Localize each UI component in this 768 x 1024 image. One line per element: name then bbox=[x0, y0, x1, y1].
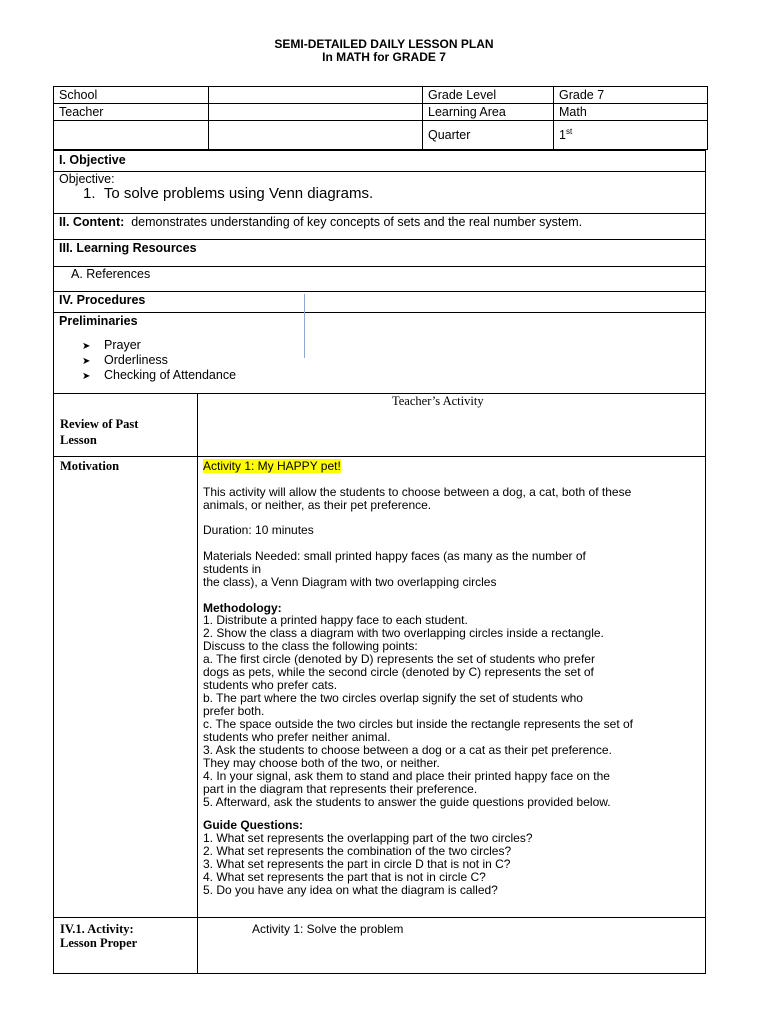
materials-line: Materials Needed: small printed happy faces (as many as the number of bbox=[203, 549, 586, 563]
preliminaries-list bbox=[82, 338, 236, 383]
objective-item-text: To solve problems using Venn diagrams. bbox=[103, 185, 374, 202]
activity-text: Activity 1: Solve the problem bbox=[252, 922, 404, 936]
review-label-line1: Review of Past bbox=[60, 417, 139, 431]
review-label-line2: Lesson bbox=[60, 433, 97, 447]
grade-level-label: Grade Level bbox=[423, 87, 554, 104]
intro-line: This activity will allow the students to choose between a dog, a cat, both of these bbox=[203, 485, 632, 499]
objective-item bbox=[83, 185, 373, 202]
quarter-number: 1 bbox=[559, 128, 566, 143]
school-label: School bbox=[54, 87, 209, 104]
objective-label: Objective: bbox=[59, 172, 115, 186]
activity-label-cell bbox=[54, 918, 198, 973]
guide-question: 5. Do you have any idea on what the diagram is called? bbox=[203, 883, 498, 897]
teacher-value bbox=[209, 104, 423, 121]
methodology-line: students who prefer neither animal. bbox=[203, 730, 391, 744]
content-text: demonstrates understanding of key concepts of sets and the real number system. bbox=[131, 215, 583, 229]
procedures-heading: IV. Procedures bbox=[59, 293, 146, 307]
motivation-row bbox=[53, 456, 706, 918]
blank-cell-2 bbox=[209, 121, 423, 150]
resources-heading: III. Learning Resources bbox=[59, 241, 197, 255]
objective-heading: I. Objective bbox=[59, 153, 126, 167]
grade-level-value: Grade 7 bbox=[554, 87, 708, 104]
materials-line: students in bbox=[203, 562, 262, 576]
resources-heading-row bbox=[53, 239, 706, 267]
guide-questions-heading: Guide Questions: bbox=[203, 818, 304, 832]
motivation-label: Motivation bbox=[60, 459, 120, 473]
activity-row bbox=[53, 917, 706, 974]
guide-question: 1. What set represents the overlapping part of the two circles? bbox=[203, 831, 533, 845]
content-heading: II. Content: bbox=[59, 215, 125, 229]
cursor-line bbox=[304, 294, 305, 358]
arrow-bullet-icon: ➤ bbox=[82, 341, 91, 352]
activity-content-cell bbox=[197, 918, 705, 973]
teacher-activity-header: Teacher’s Activity bbox=[392, 394, 484, 408]
list-item: ➤ Prayer bbox=[82, 338, 141, 352]
methodology-line: a. The first circle (denoted by D) represents the set of students who prefer bbox=[203, 652, 595, 666]
motivation-content-cell bbox=[197, 457, 705, 917]
quarter-value bbox=[554, 121, 708, 150]
motivation-label-cell bbox=[54, 457, 198, 917]
methodology-line: part in the diagram that represents their preference. bbox=[203, 782, 478, 796]
activity-title-highlight: Activity 1: My HAPPY pet! bbox=[203, 459, 341, 473]
procedures-heading-row bbox=[53, 291, 706, 313]
learning-area-label: Learning Area bbox=[423, 104, 554, 121]
quarter-label: Quarter bbox=[423, 121, 554, 150]
list-item: ➤ Checking of Attendance bbox=[82, 368, 237, 382]
objective-item-number: 1. bbox=[83, 185, 96, 202]
methodology-line: 4. In your signal, ask them to stand and place their printed happy face on the bbox=[203, 769, 610, 783]
methodology-list bbox=[203, 614, 633, 809]
methodology-heading: Methodology: bbox=[203, 601, 282, 615]
methodology-line: Discuss to the class the following points: bbox=[203, 639, 418, 653]
methodology-line: c. The space outside the two circles but inside the rectangle represents the set of bbox=[203, 717, 634, 731]
references-label: A. References bbox=[71, 267, 151, 281]
document-title-line1: SEMI-DETAILED DAILY LESSON PLAN bbox=[274, 37, 494, 51]
activity-label-line2: Lesson Proper bbox=[60, 936, 138, 950]
methodology-line: dogs as pets, while the second circle (denoted by C) represents the set of bbox=[203, 665, 594, 679]
materials-line: the class), a Venn Diagram with two overlapping circles bbox=[203, 575, 497, 589]
content-row bbox=[53, 213, 706, 240]
blank-cell-1 bbox=[54, 121, 209, 150]
duration-text: Duration: 10 minutes bbox=[203, 523, 314, 537]
objective-content-row bbox=[53, 171, 706, 214]
quarter-suffix: st bbox=[565, 127, 573, 137]
preliminaries-heading: Preliminaries bbox=[59, 314, 138, 328]
methodology-line: b. The part where the two circles overlap signify the set of students who bbox=[203, 691, 583, 705]
document-title-line2: In MATH for GRADE 7 bbox=[322, 50, 446, 64]
methodology-line: prefer both. bbox=[203, 704, 265, 718]
arrow-bullet-icon: ➤ bbox=[82, 356, 91, 367]
activity-label-line1: IV.1. Activity: bbox=[60, 922, 134, 936]
methodology-line: 5. Afterward, ask the students to answer the guide questions provided below. bbox=[203, 795, 611, 809]
methodology-line: students who prefer cats. bbox=[203, 678, 338, 692]
review-content-cell bbox=[197, 394, 705, 456]
arrow-bullet-icon: ➤ bbox=[82, 371, 91, 382]
methodology-line: 2. Show the class a diagram with two overlapping circles inside a rectangle. bbox=[203, 626, 604, 640]
methodology-line: They may choose both of the two, or neither. bbox=[203, 756, 440, 770]
methodology-line: 3. Ask the students to choose between a dog or a cat as their pet preference. bbox=[203, 743, 612, 757]
methodology-line: 1. Distribute a printed happy face to each student. bbox=[203, 613, 468, 627]
objective-heading-row bbox=[53, 150, 706, 172]
references-row bbox=[53, 266, 706, 292]
school-value bbox=[209, 87, 423, 104]
preliminaries-row bbox=[53, 312, 706, 394]
review-row bbox=[53, 393, 706, 457]
review-label-cell bbox=[54, 394, 198, 456]
guide-question: 2. What set represents the combination of the two circles? bbox=[203, 844, 512, 858]
guide-question: 4. What set represents the part that is not in circle C? bbox=[203, 870, 486, 884]
info-table bbox=[53, 86, 708, 150]
learning-area-value: Math bbox=[554, 104, 708, 121]
intro-line: animals, or neither, as their pet preference. bbox=[203, 498, 432, 512]
teacher-label: Teacher bbox=[54, 104, 209, 121]
guide-questions-list bbox=[203, 832, 533, 897]
list-item: ➤ Orderliness bbox=[82, 353, 168, 367]
guide-question: 3. What set represents the part in circle D that is not in C? bbox=[203, 857, 511, 871]
